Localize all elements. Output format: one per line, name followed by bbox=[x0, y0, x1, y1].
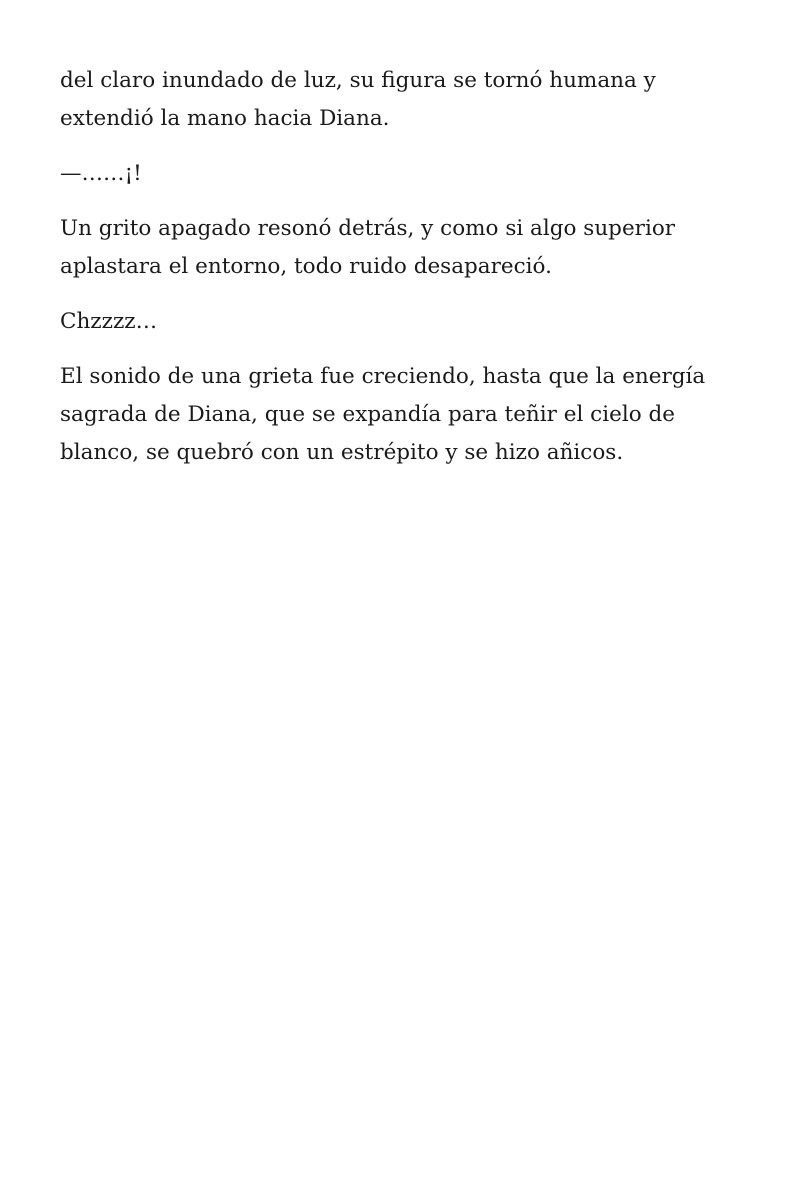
paragraph: —……¡! bbox=[60, 161, 142, 186]
paragraph: del claro inundado de luz, su figura se tornó humana y extendió la mano hacia Diana. bbox=[60, 68, 656, 131]
paragraph: Chzzzz… bbox=[60, 309, 158, 334]
page-body bbox=[60, 62, 740, 489]
paragraph: El sonido de una grieta fue creciendo, hasta que la energía sagrada de Diana, que se expandía para teñir el cielo de blanco, se quebró con un estrépito y se hizo añicos. bbox=[60, 364, 706, 465]
paragraph: Un grito apagado resonó detrás, y como si algo superior aplastara el entorno, todo ruido desapareció. bbox=[60, 216, 676, 279]
